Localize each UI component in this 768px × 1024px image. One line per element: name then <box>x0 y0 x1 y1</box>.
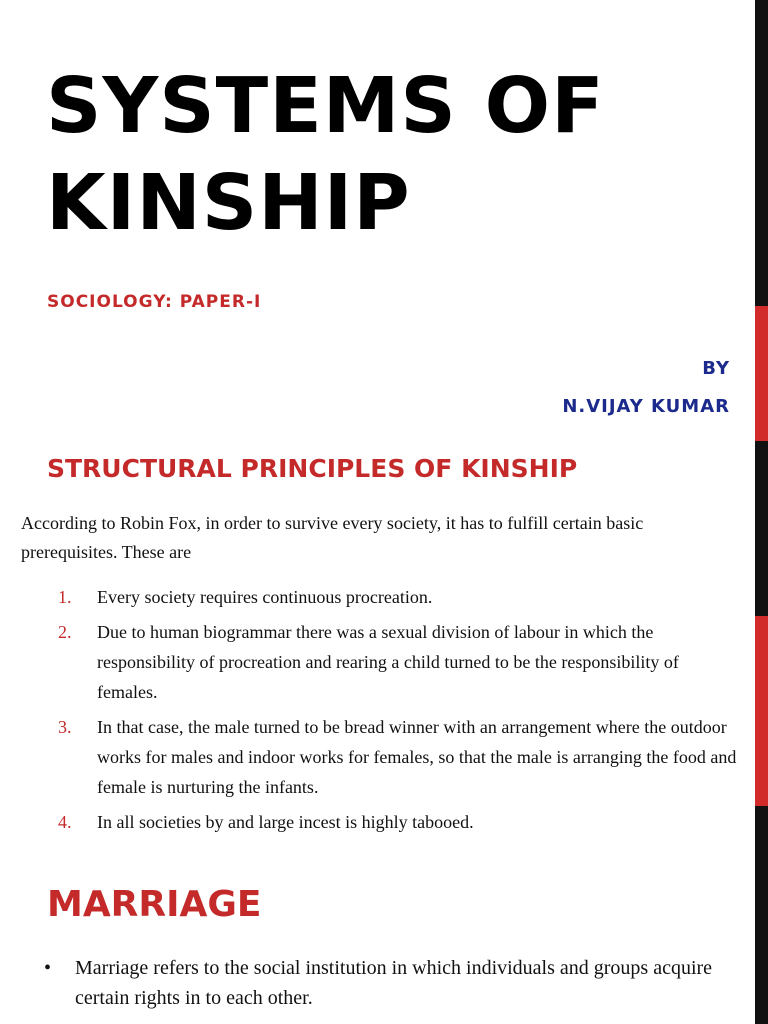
edge-bar-red <box>755 306 768 441</box>
edge-bar-black <box>755 441 768 616</box>
title-line-2: KINSHIP <box>46 159 411 248</box>
document-title <box>46 58 746 252</box>
list-item-number: 3. <box>58 717 72 737</box>
edge-bar-black <box>755 806 768 1024</box>
principles-list <box>0 582 740 842</box>
list-item-text: In all societies by and large incest is highly tabooed. <box>97 812 474 832</box>
list-item <box>0 807 740 837</box>
author-name: N.VIJAY KUMAR <box>562 396 730 417</box>
section-heading-marriage: MARRIAGE <box>47 884 262 925</box>
section-heading-structural-principles: STRUCTURAL PRINCIPLES OF KINSHIP <box>47 454 578 483</box>
list-item-text: Due to human biogrammar there was a sexual division of labour in which the responsibility of procreation and rearing a child turned to be the responsibility of females. <box>97 622 679 702</box>
list-item-text: Every society requires continuous procreation. <box>97 587 433 607</box>
bullet-icon: • <box>44 957 52 979</box>
list-item-number: 4. <box>58 812 72 832</box>
edge-bar-red <box>755 616 768 806</box>
title-line-1: SYSTEMS OF <box>46 62 605 151</box>
list-item <box>0 617 740 707</box>
list-item-text: In that case, the male turned to be bread winner with an arrangement where the outdoor works for males and indoor works for females, so that the male is arranging the food and female is nurturing the infants. <box>97 717 737 797</box>
list-item-number: 1. <box>58 587 72 607</box>
document-subtitle: SOCIOLOGY: PAPER-I <box>47 292 262 312</box>
author-by-label: BY <box>702 358 730 379</box>
marriage-definition-text: Marriage refers to the social institution in which individuals and groups acquire certain rights in to each other. <box>75 957 713 1009</box>
list-item-number: 2. <box>58 622 72 642</box>
list-item <box>0 712 740 802</box>
edge-bar-black <box>755 0 768 306</box>
list-item <box>0 582 740 612</box>
marriage-bullet-paragraph <box>44 953 755 1013</box>
author-block <box>562 350 730 426</box>
intro-paragraph: According to Robin Fox, in order to survive every society, it has to fulfill certain basic prerequisites. These are <box>21 513 644 562</box>
